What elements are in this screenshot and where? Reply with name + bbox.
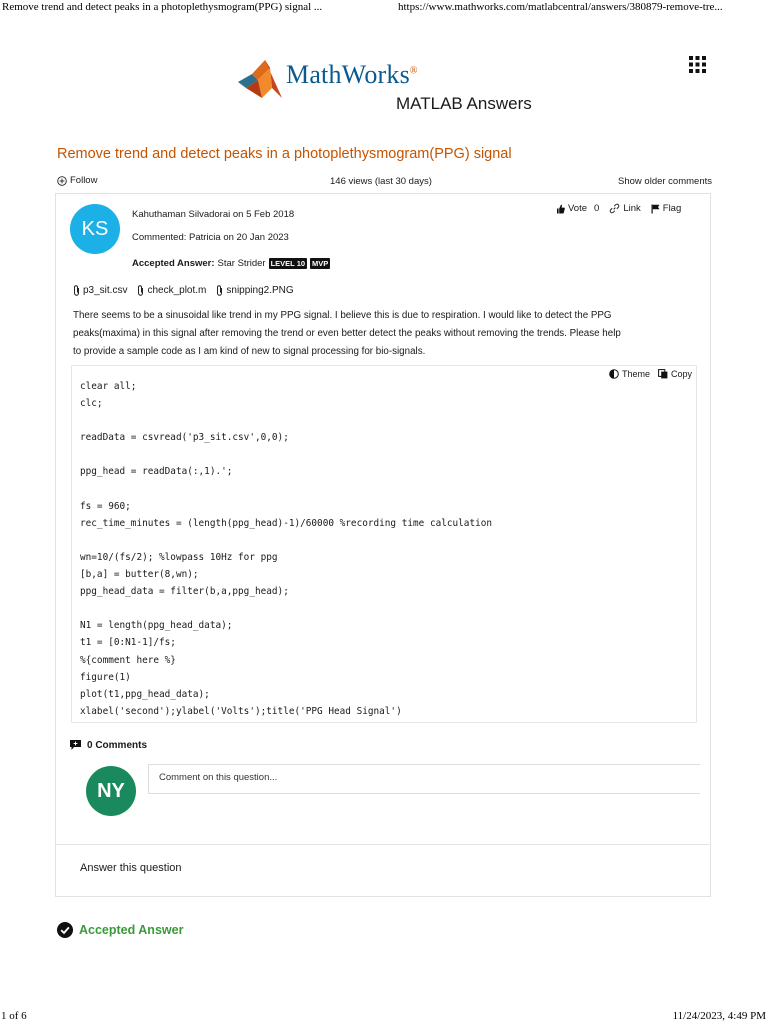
- paperclip-icon: [137, 285, 144, 296]
- link-icon: [609, 203, 620, 214]
- code-line: %{comment here %}: [80, 654, 176, 666]
- accepted-answer-heading-label: Accepted Answer: [79, 923, 184, 937]
- attachment-item[interactable]: [216, 285, 293, 296]
- code-line: xlabel('second');ylabel('Volts');title('PPG Head Signal'): [80, 705, 402, 717]
- print-header-url: https://www.mathworks.com/matlabcentral/answers/380879-remove-tre...: [398, 1, 723, 13]
- code-block: [71, 365, 697, 723]
- code-line: clear all;: [80, 381, 137, 392]
- matlab-answers-title: MATLAB Answers: [396, 94, 532, 113]
- vote-count: 0: [594, 203, 600, 214]
- view-count: 146 views (last 30 days): [330, 176, 432, 187]
- registered-mark: ®: [409, 65, 418, 77]
- print-header: [0, 0, 768, 20]
- code-line: ppg_head_data = filter(b,a,ppg_head);: [80, 586, 289, 598]
- code-line: plot(t1,ppg_head_data);: [80, 688, 210, 700]
- attachment-item[interactable]: [137, 285, 206, 296]
- theme-contrast-icon: [609, 369, 619, 379]
- answer-question-label: Answer this question: [80, 862, 182, 874]
- author-avatar[interactable]: KS: [70, 204, 120, 254]
- flag-icon: [651, 204, 660, 214]
- mathworks-logo[interactable]: [238, 58, 548, 118]
- theme-label: Theme: [621, 369, 650, 379]
- show-older-comments-link[interactable]: Show older comments: [618, 176, 712, 187]
- current-user-avatar[interactable]: NY: [86, 766, 136, 816]
- commented-line: Commented: Patricia on 20 Jan 2023: [132, 232, 289, 243]
- question-actions: [556, 203, 681, 214]
- paperclip-icon: [73, 285, 80, 296]
- attachment-item[interactable]: [73, 285, 127, 296]
- accepted-answer-heading: [57, 922, 183, 938]
- code-line: [80, 446, 492, 463]
- question-card: [55, 193, 711, 897]
- flag-label: Flag: [662, 203, 682, 214]
- comments-count-label: 0 Comments: [87, 739, 148, 751]
- follow-button[interactable]: [57, 175, 97, 186]
- print-header-title: Remove trend and detect peaks in a photoplethysmogram(PPG) signal ...: [2, 1, 323, 13]
- code-line: [80, 481, 492, 498]
- apps-grid-icon[interactable]: [689, 56, 706, 73]
- vote-button[interactable]: [556, 203, 599, 214]
- code-line: [b,a] = butter(8,wn);: [80, 569, 199, 581]
- membrane-logo-icon: [238, 58, 282, 100]
- code-line: ppg_head = readData(:,1).';: [80, 466, 233, 478]
- mvp-badge: MVP: [312, 259, 329, 268]
- paperclip-icon: [216, 285, 223, 296]
- answer-question-box[interactable]: [56, 844, 710, 897]
- link-button[interactable]: [609, 203, 640, 214]
- code-line: [80, 412, 492, 429]
- follow-plus-icon: [57, 176, 67, 186]
- copy-icon: [658, 369, 668, 379]
- comments-header[interactable]: [69, 739, 147, 751]
- code-line: rec_time_minutes = (length(ppg_head)-1)/60000 %recording time calculation: [80, 517, 493, 529]
- copy-label: Copy: [670, 369, 692, 379]
- copy-button[interactable]: [658, 369, 692, 379]
- flag-button[interactable]: [651, 203, 681, 214]
- attachment-name: p3_sit.csv: [83, 285, 128, 296]
- question-body-line: peaks(maxima) in this signal after removing the trend or even better detect the peaks without removing the trends. Please help: [73, 328, 621, 339]
- thumbs-up-icon: [556, 204, 565, 214]
- accepted-answer-line: [132, 258, 330, 269]
- question-body-line: to provide a sample code as I am kind of new to signal processing for bio-signals.: [73, 346, 426, 357]
- code-line: figure(1): [80, 671, 131, 683]
- author-line[interactable]: Kahuthaman Silvadorai on 5 Feb 2018: [132, 209, 295, 220]
- attachment-name: check_plot.m: [147, 285, 207, 296]
- question-body-line: There seems to be a sinusoidal like trend in my PPG signal. I believe this is due to respiration. I would like to detect the PPG: [73, 310, 612, 321]
- check-circle-icon: [57, 922, 73, 938]
- logo-wordmark-text: MathWorks: [286, 60, 410, 89]
- code-line: [80, 600, 492, 617]
- vote-label: Vote: [568, 203, 588, 214]
- code-line: readData = csvread('p3_sit.csv',0,0);: [80, 432, 289, 444]
- code-line: N1 = length(ppg_head_data);: [80, 620, 233, 632]
- question-title[interactable]: Remove trend and detect peaks in a photoplethysmogram(PPG) signal: [57, 146, 512, 162]
- comment-bubble-icon: [69, 739, 82, 751]
- follow-label: Follow: [70, 175, 98, 186]
- question-body: [73, 307, 693, 361]
- question-meta-row: [57, 175, 712, 189]
- code-line: clc;: [80, 398, 103, 410]
- code-line: t1 = [0:N1-1]/fs;: [80, 637, 176, 649]
- accepted-answer-user[interactable]: Star Strider: [217, 258, 266, 269]
- code-line: fs = 960;: [80, 500, 131, 512]
- attachments-list: [73, 285, 294, 296]
- print-date: 11/24/2023, 4:49 PM: [672, 1010, 766, 1022]
- page-number: 1 of 6: [1, 1010, 27, 1022]
- comment-input[interactable]: Comment on this question...: [148, 764, 700, 794]
- link-label: Link: [623, 203, 641, 214]
- logo-wordmark: [286, 60, 418, 90]
- accepted-answer-label: Accepted Answer:: [132, 258, 215, 269]
- code-line: wn=10/(fs/2); %lowpass 10Hz for ppg: [80, 551, 278, 563]
- level-badge: LEVEL 10: [270, 259, 306, 268]
- theme-button[interactable]: [609, 369, 650, 379]
- code-toolbar: [609, 369, 692, 379]
- code-line: [80, 532, 492, 549]
- print-footer: [0, 1009, 768, 1024]
- attachment-name: snipping2.PNG: [226, 285, 294, 296]
- code-lines: [80, 378, 492, 720]
